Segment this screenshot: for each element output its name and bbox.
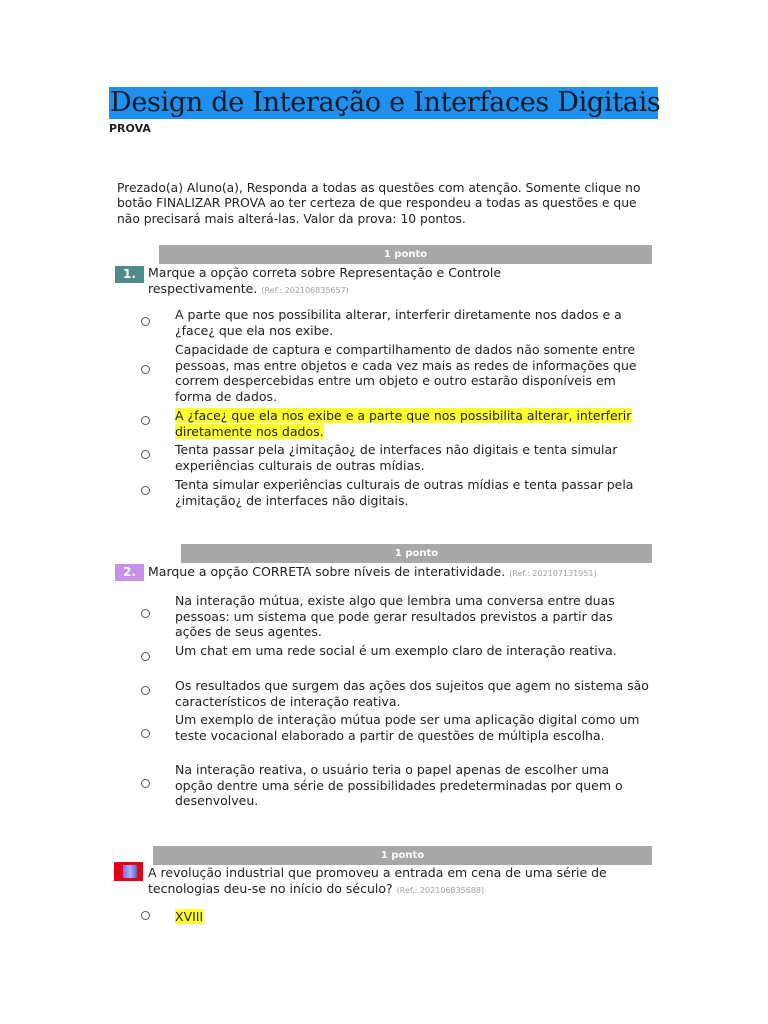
option-label: Os resultados que surgem das ações dos sujeitos que agem no sistema são característicos de interação reativa.	[175, 678, 649, 709]
option-label: A parte que nos possibilita alterar, interferir diretamente nos dados e a ¿face¿ que ela nos exibe.	[175, 307, 622, 338]
question-ref: (Ref.: 202107131951)	[509, 569, 597, 578]
question-text	[148, 865, 653, 898]
option-label: Tenta simular experiências culturais de outras mídias e tenta passar pela ¿imitação¿ de interfaces não digitais.	[175, 477, 634, 508]
option-label: Um exemplo de interação mútua pode ser uma aplicação digital como um teste vocacional elaborado a partir de questões de múltipla escolha.	[175, 712, 640, 743]
option-label: Na interação mútua, existe algo que lembra uma conversa entre duas pessoas: um sistema que pode gerar resultados previstos a partir das ações de seus agentes.	[175, 593, 615, 639]
option-label: A ¿face¿ que ela nos exibe e a parte que nos possibilita alterar, interferir diretamente nos dados.	[175, 408, 632, 439]
question-flag-inner	[123, 865, 137, 878]
points-bar: 1 ponto	[181, 544, 652, 563]
question-text	[148, 265, 578, 298]
option-label: Capacidade de captura e compartilhamento de dados não somente entre pessoas, mas entre objetos e cada vez mais as redes de informações que correm despercebidas entre um objeto e outro estarão disponíveis em forma de dados.	[175, 342, 637, 404]
question-prompt: Marque a opção CORRETA sobre níveis de interatividade.	[148, 564, 506, 579]
option-radio[interactable]	[141, 317, 150, 326]
option-label: Na interação reativa, o usuário teria o papel apenas de escolher uma opção dentre uma série de possibilidades predeterminadas por quem o desenvolveu.	[175, 762, 623, 808]
option-label: Um chat em uma rede social é um exemplo claro de interação reativa.	[175, 643, 617, 658]
question-text	[148, 564, 658, 582]
option-radio[interactable]	[141, 450, 150, 459]
option-radio[interactable]	[141, 686, 150, 695]
page-subtitle: PROVA	[109, 122, 151, 135]
option-label: XVIII	[175, 909, 204, 924]
option-radio[interactable]	[141, 652, 150, 661]
question-ref: (Ref.: 202106835688)	[396, 885, 485, 895]
question-number: 2.	[115, 564, 144, 581]
page-title: Design de Interação e Interfaces Digitais	[110, 87, 661, 118]
option-radio[interactable]	[141, 729, 150, 738]
points-bar: 1 ponto	[159, 245, 652, 264]
option-label: Tenta passar pela ¿imitação¿ de interfaces não digitais e tenta simular experiências culturais de outras mídias.	[175, 442, 618, 473]
question-ref: (Ref.: 202106835657)	[261, 285, 349, 295]
points-bar: 1 ponto	[153, 846, 652, 865]
instructions: Prezado(a) Aluno(a), Responda a todas as questões com atenção. Somente clique no botão FINALIZAR PROVA ao ter certeza de que respondeu a todas as questões e que não precisará mais alterá-las. Valor da prova: 10 pontos.	[117, 181, 641, 226]
option-radio[interactable]	[141, 416, 150, 425]
option-radio[interactable]	[141, 609, 150, 618]
option-radio[interactable]	[141, 779, 150, 788]
question-prompt: A revolução industrial que promoveu a entrada em cena de uma série de tecnologias deu-se no início do século?	[148, 865, 607, 896]
question-prompt: Marque a opção correta sobre Representação e Controle respectivamente.	[148, 265, 502, 296]
option-radio[interactable]	[141, 486, 150, 495]
question-number: 1.	[115, 266, 144, 283]
option-radio[interactable]	[141, 911, 150, 920]
option-radio[interactable]	[141, 365, 150, 374]
